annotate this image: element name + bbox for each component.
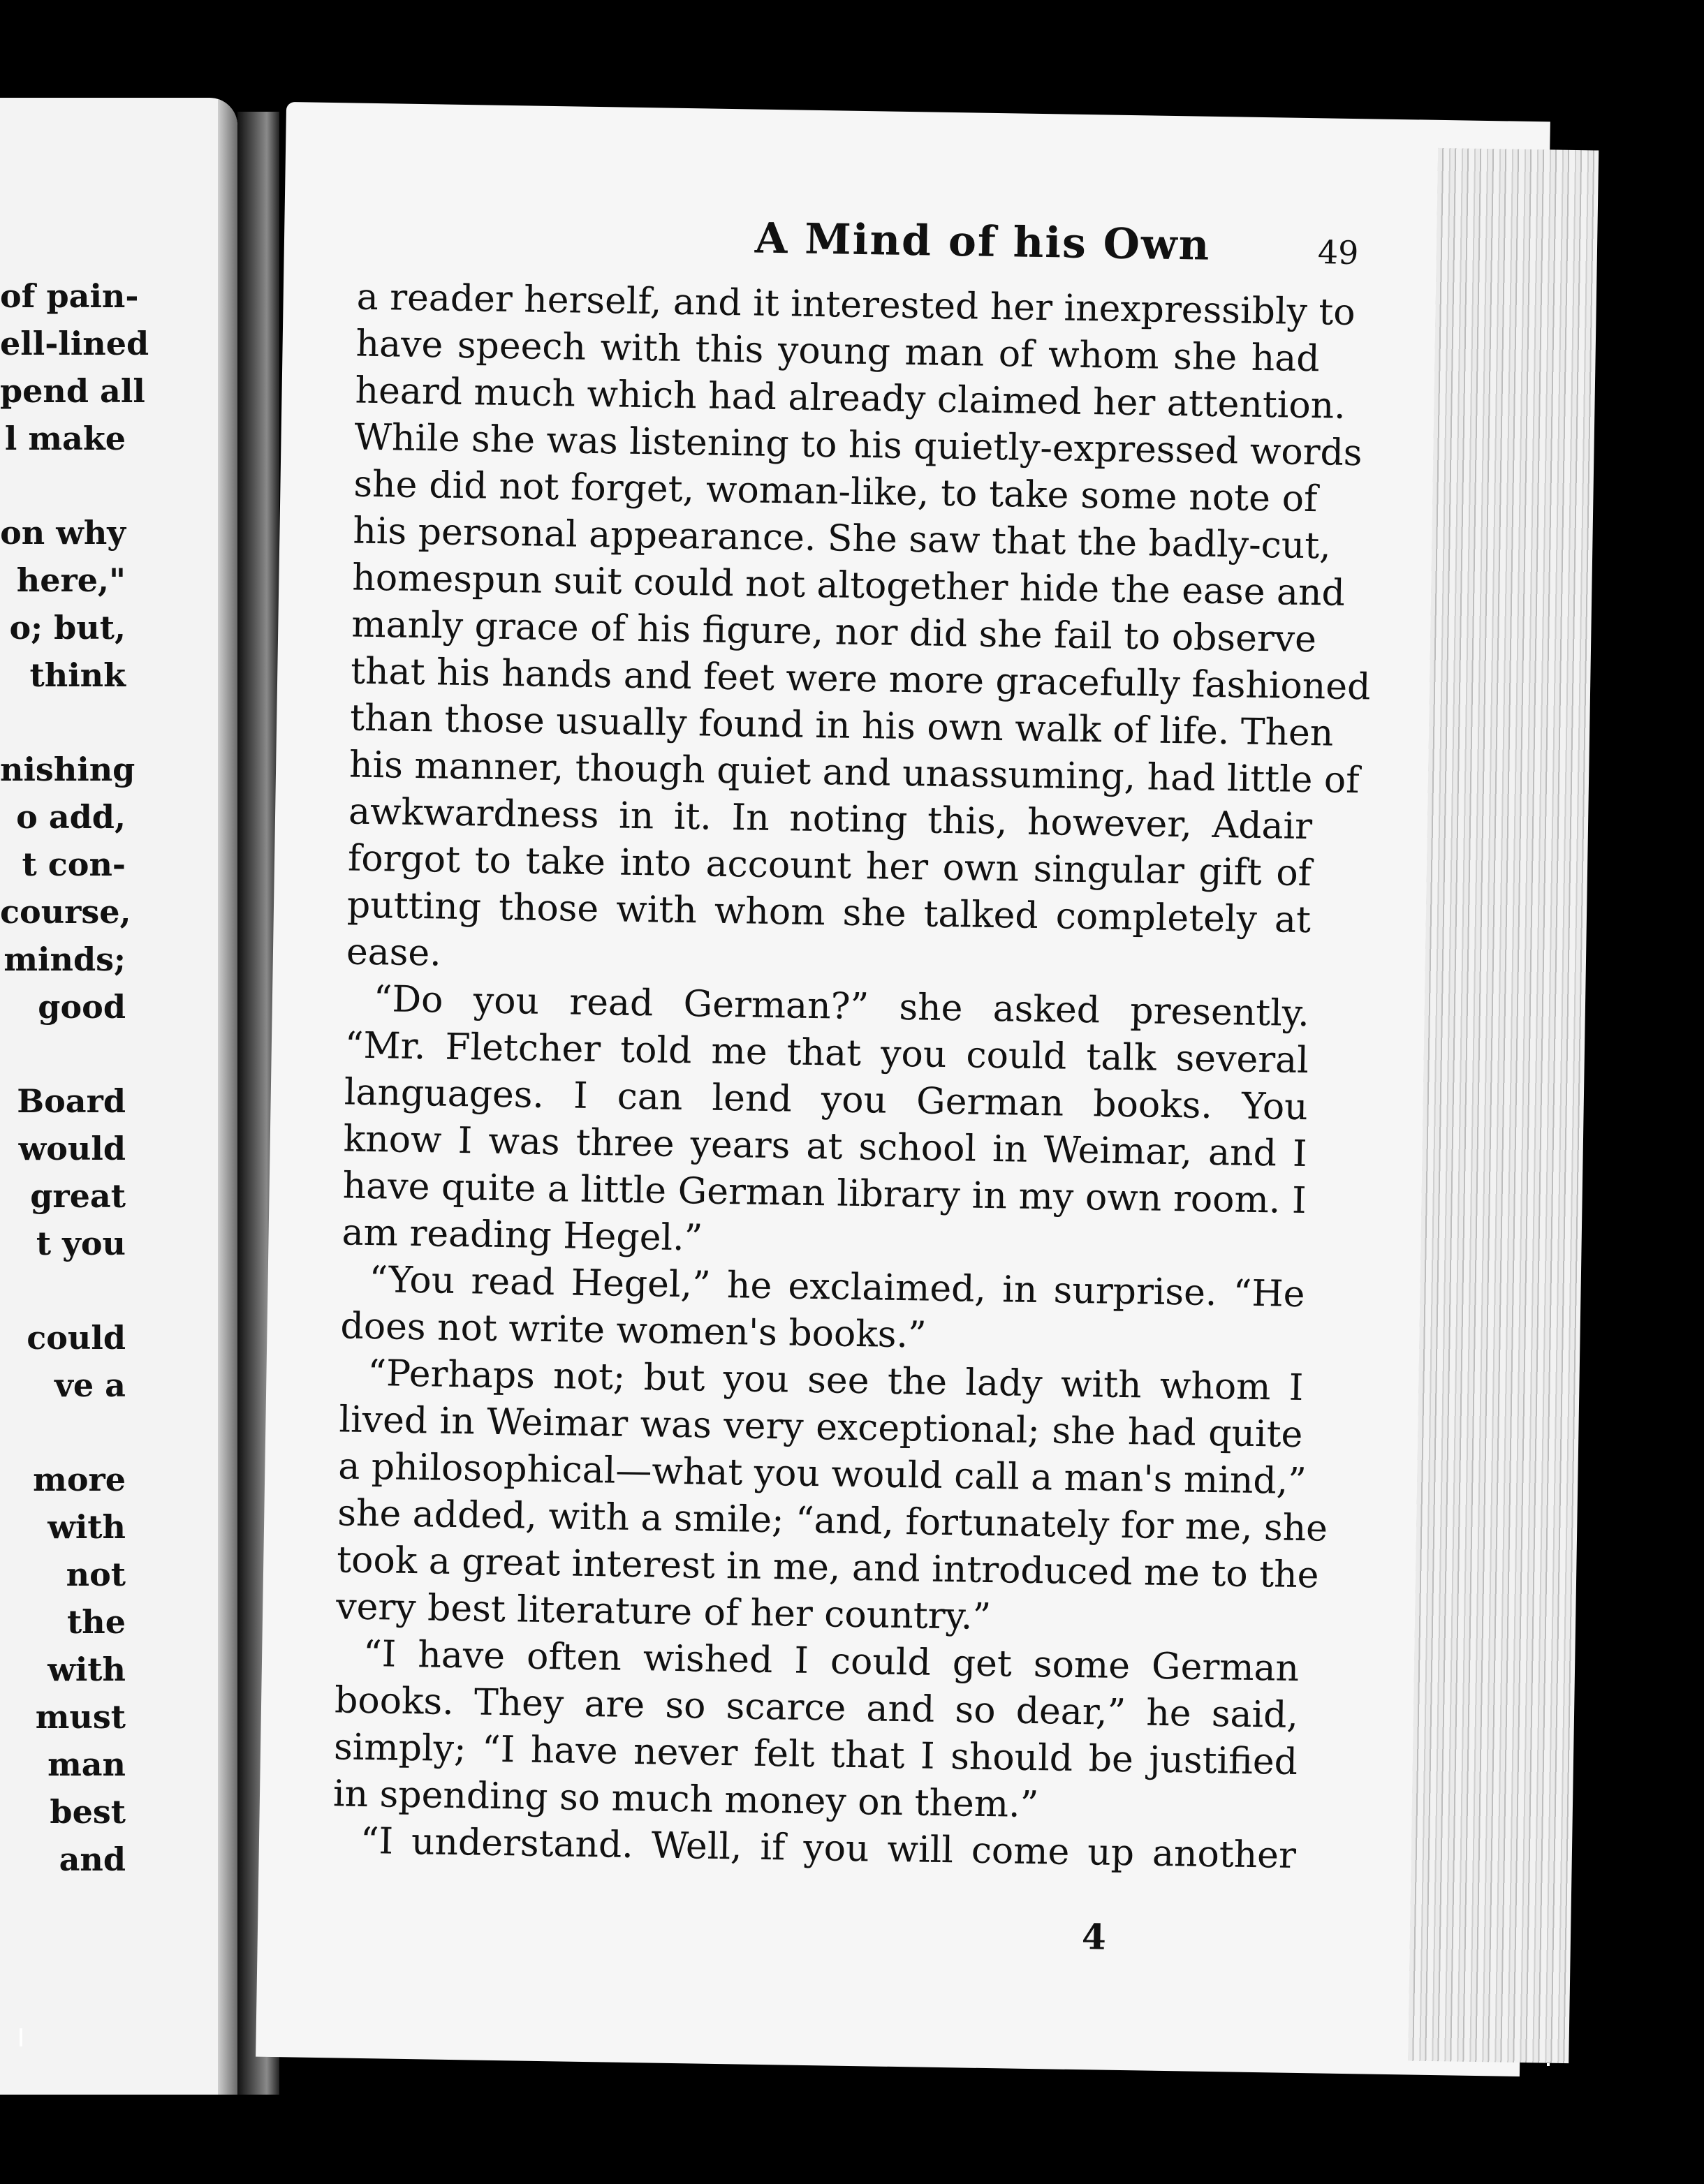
left-page-line: the [67,1603,126,1641]
left-page-line: o add, [16,798,126,836]
text-line: know I was three years at school in Weimar, and I [343,1118,1308,1176]
left-page-line: here," [16,561,126,599]
text-line: languages. I can lend you German books. You [344,1071,1309,1129]
left-page-line: ve a [54,1366,126,1404]
left-page-line: best [50,1793,126,1831]
text-line: am reading Hegel.” [341,1211,703,1260]
left-page-line [0,1267,230,1314]
text-line: manly grace of his figure, nor did she fail to observe [351,603,1317,661]
text-line: awkwardness in it. In noting this, however, Adair [348,790,1313,848]
text-line: have speech with this young man of whom she had [355,323,1320,381]
scan-speck [1547,2063,1550,2066]
left-page-line: and [59,1840,126,1878]
left-page-line: must [35,1698,126,1736]
text-line: ease. [346,931,442,975]
left-page-line: with [47,1508,126,1546]
left-page-line: o; but, [9,609,126,647]
left-page-line: not [66,1556,126,1593]
left-page-line: t con- [22,846,126,883]
text-line: heard much which had already claimed her attention. [355,369,1346,427]
text-line: “I understand. Well, if you will come up another [360,1820,1297,1877]
signature-mark: 4 [1081,1916,1107,1958]
text-line: putting those with whom she talked completely at [346,884,1312,942]
text-line: in spending so much money on them.” [332,1773,1039,1827]
text-line: books. They are so scarce and so dear,” he said, [334,1679,1299,1736]
text-line: a reader herself, and it interested her inexpressibly to [356,276,1356,334]
text-line: “You read Hegel,” he exclaimed, in surprise. “He [369,1259,1305,1316]
left-page-line: minds; [3,940,126,978]
left-page-line: pend all [0,372,145,410]
text-line: forgot to take into account her own singular gift of [347,837,1312,895]
left-page-line [0,1031,230,1077]
page-edges [1408,148,1599,2063]
left-page-line [0,462,230,509]
text-line: have quite a little German library in my own room. I [342,1165,1307,1223]
text-line: than those usually found in his own walk of life. Then [349,697,1334,755]
text-line: his personal appearance. She saw that the badly-cut, [352,510,1332,568]
text-line: his manner, though quiet and unassuming, had little of [348,744,1360,802]
text-line: very best literature of her country.” [335,1586,992,1639]
text-line: she added, with a smile; “and, fortunately for me, she [337,1492,1328,1550]
left-page-line [0,1409,230,1456]
text-line: she did not forget, woman-like, to take some note of [353,463,1318,521]
left-page-line: ell-lined [0,325,149,362]
left-page-line: would [18,1130,126,1167]
left-page-line: on why [0,514,126,552]
right-page [256,102,1550,2076]
left-page-line: l make [4,420,126,457]
text-line: a philosophical—what you would call a man's mind,” [337,1445,1307,1503]
left-page-line: good [38,988,126,1026]
left-page-line: course, [0,893,131,931]
text-line: “I have often wished I could get some German [362,1632,1300,1690]
left-page-line: more [33,1461,126,1498]
text-line: took a great interest in me, and introduced me to the [336,1539,1319,1597]
text-line: does not write women's books.” [340,1305,927,1357]
left-page-line: man [47,1746,126,1783]
text-line: simply; “I have never felt that I should be justified [333,1726,1298,1783]
left-page-line: t you [36,1225,126,1262]
left-page-line [0,699,230,746]
running-head-title: A Mind of his Own [754,214,1211,270]
left-page-text [0,272,230,1883]
text-line: “Do you read German?” she asked presently. [373,978,1310,1035]
left-page-line: think [29,656,126,694]
text-line: While she was listening to his quietly-expressed words [354,416,1363,475]
left-page-line: Board [17,1082,126,1120]
running-head [633,212,1332,272]
text-line: lived in Weimar was very exceptional; she had quite [338,1399,1303,1456]
scan-speck [20,2028,22,2046]
page-number: 49 [1317,233,1359,272]
text-line: that his hands and feet were more gracefully fashioned [350,650,1371,709]
left-page-line: great [30,1177,126,1215]
left-page [0,98,237,2095]
left-page-line: of pain- [0,277,139,315]
body-text [332,274,1371,1880]
left-page-line: could [27,1319,126,1357]
text-line: “Perhaps not; but you see the lady with whom I [367,1352,1304,1410]
text-line: “Mr. Fletcher told me that you could talk several [344,1024,1309,1082]
left-page-line: nishing [0,751,135,788]
left-page-line: with [47,1651,126,1688]
text-line: homespun suit could not altogether hide the ease and [351,556,1346,614]
